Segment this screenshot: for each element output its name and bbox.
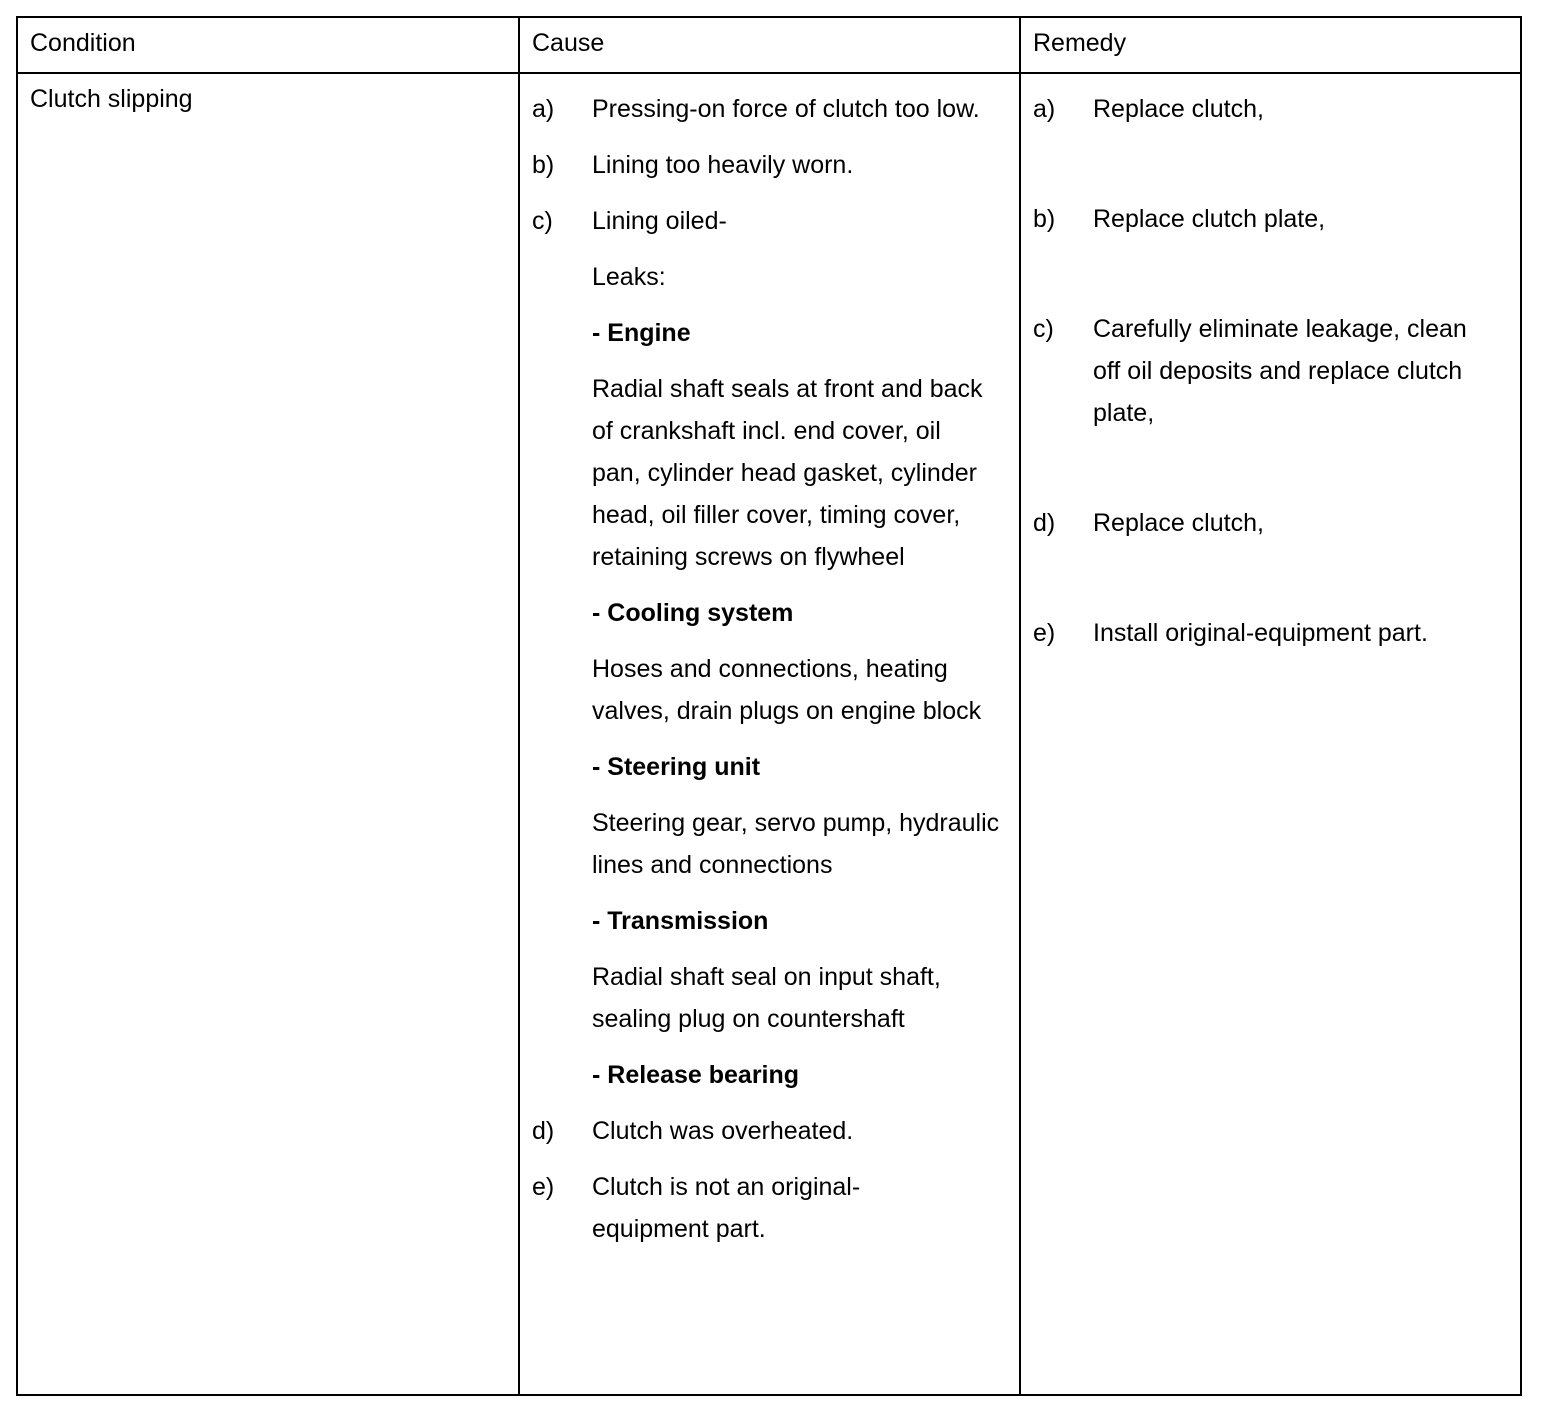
remedy-cell	[1033, 88, 1513, 654]
header-condition: Condition	[30, 29, 136, 57]
cause-item-d	[532, 1110, 1016, 1152]
remedy-text-d: Replace clutch,	[1093, 509, 1264, 537]
remedy-text-c: Carefully eliminate leakage, clean off oil deposits and replace clutch plate,	[1093, 315, 1467, 427]
cause-marker-c: c)	[532, 207, 553, 235]
cause-marker-e: e)	[532, 1173, 555, 1201]
header-divider	[18, 72, 1520, 74]
remedy-item-c	[1033, 308, 1493, 434]
cause-engine-text: Radial shaft seals at front and back of crankshaft incl. end cover, oil pan, cylinder head gasket, cylinder head, oil filler cover, timing cover, retaining screws on flywheel	[592, 375, 983, 571]
cause-transmission-title: - Transmission	[592, 907, 769, 935]
cause-marker-a: a)	[532, 95, 555, 123]
column-divider-1	[518, 18, 520, 1394]
cause-marker-b: b)	[532, 151, 555, 179]
cause-text-b: Lining too heavily worn.	[592, 151, 854, 179]
cause-transmission-text: Radial shaft seal on input shaft, sealing plug on countershaft	[592, 963, 941, 1033]
cause-text-a: Pressing-on force of clutch too low.	[592, 95, 980, 123]
header-cause: Cause	[532, 29, 605, 57]
remedy-text-a: Replace clutch,	[1093, 95, 1264, 123]
remedy-marker-d: d)	[1033, 509, 1056, 537]
remedy-marker-b: b)	[1033, 205, 1056, 233]
cause-release-title: - Release bearing	[592, 1061, 800, 1089]
cause-item-b	[532, 144, 1016, 186]
remedy-marker-a: a)	[1033, 95, 1056, 123]
remedy-text-e: Install original-equipment part.	[1093, 619, 1428, 647]
cause-cell	[532, 88, 1016, 1250]
remedy-text-b: Replace clutch plate,	[1093, 205, 1326, 233]
cause-cooling-title: - Cooling system	[592, 599, 794, 627]
cause-engine-title: - Engine	[592, 319, 691, 347]
remedy-item-e	[1033, 612, 1433, 654]
cause-steering-text: Steering gear, servo pump, hydraulic lines and connections	[592, 809, 1000, 879]
remedy-item-a	[1033, 88, 1513, 130]
header-remedy: Remedy	[1033, 29, 1127, 57]
cause-text-d: Clutch was overheated.	[592, 1117, 854, 1145]
cause-leaks-label: Leaks:	[592, 263, 666, 291]
cause-cooling-text: Hoses and connections, heating valves, drain plugs on engine block	[592, 655, 982, 725]
cause-marker-d: d)	[532, 1117, 555, 1145]
cause-item-c	[532, 200, 1016, 242]
cause-text-e: Clutch is not an original-equipment part.	[592, 1173, 861, 1243]
remedy-marker-c: c)	[1033, 315, 1054, 343]
troubleshooting-table	[16, 16, 1522, 1396]
cause-item-a	[532, 88, 992, 130]
column-divider-2	[1019, 18, 1021, 1394]
cause-item-e	[532, 1166, 972, 1250]
remedy-item-b	[1033, 198, 1513, 240]
condition-cell: Clutch slipping	[30, 85, 193, 113]
cause-text-c: Lining oiled-	[592, 207, 727, 235]
remedy-marker-e: e)	[1033, 619, 1056, 647]
remedy-item-d	[1033, 502, 1513, 544]
cause-steering-title: - Steering unit	[592, 753, 761, 781]
